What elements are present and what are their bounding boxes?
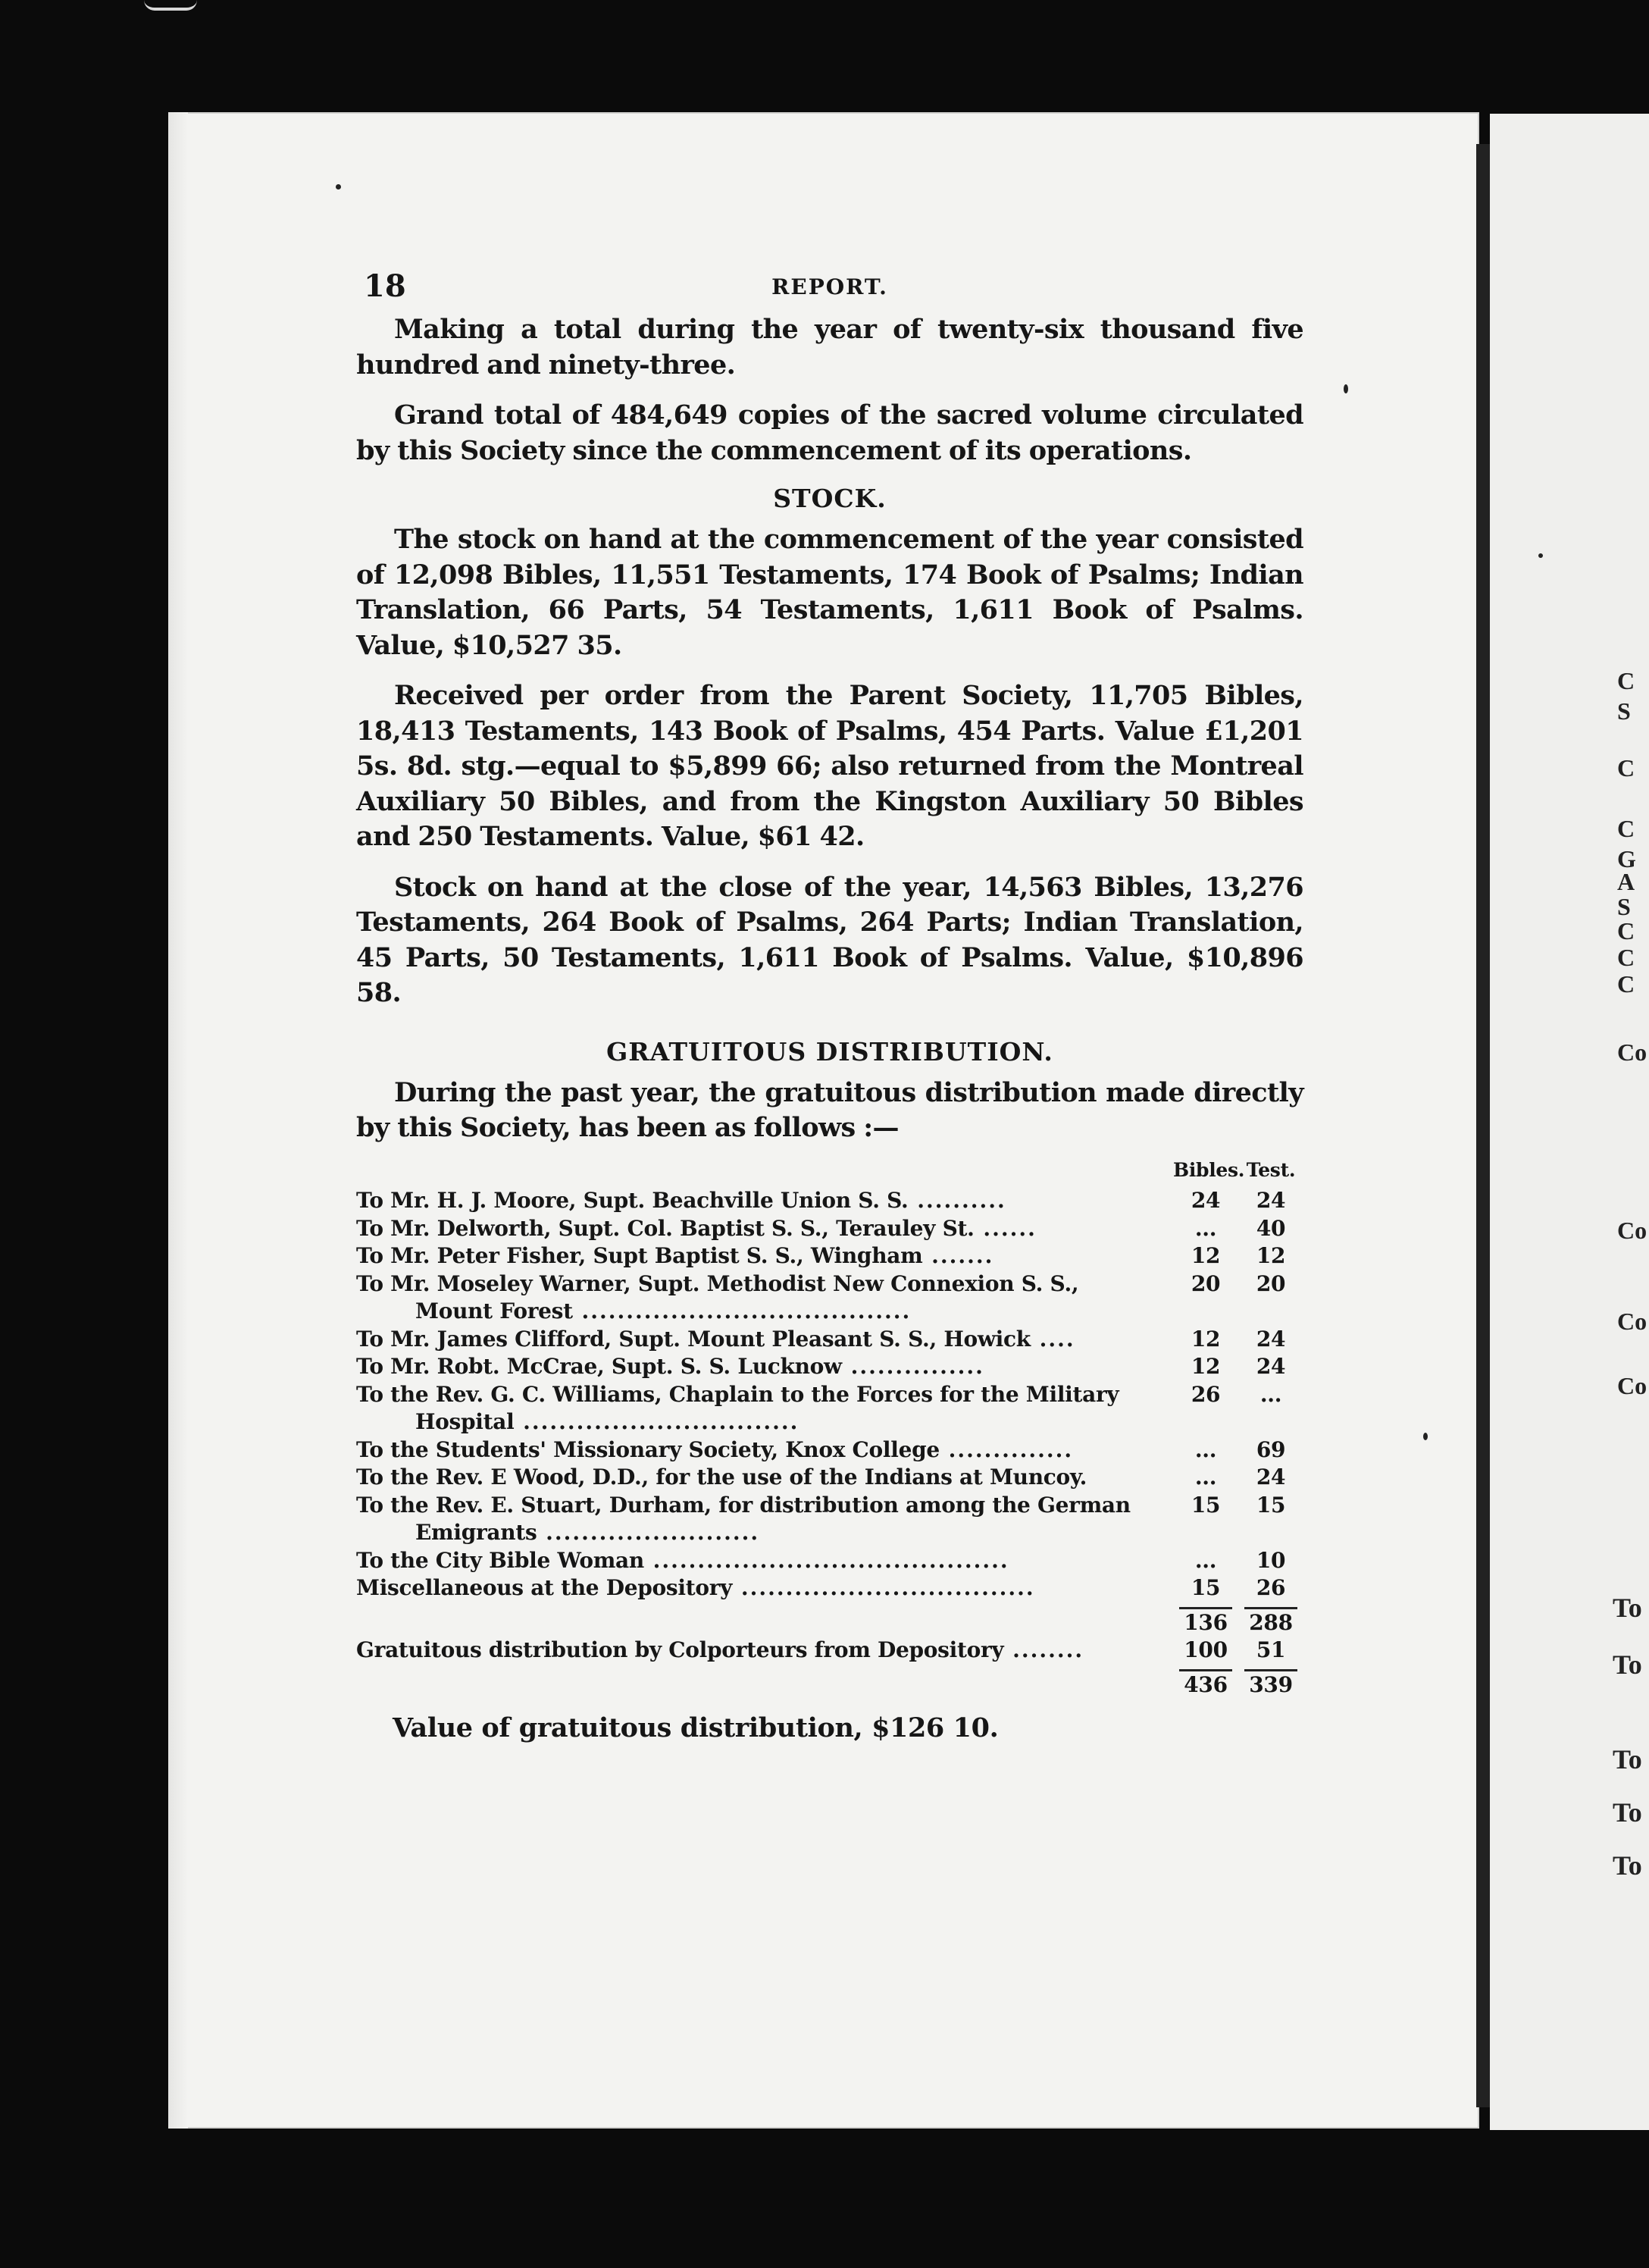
paragraph-stock-commencement: The stock on hand at the commencement of the year consisted of 12,098 Bibles, 11,551 Testaments, 174 Book of Psalms; Indian Translation, 66 Parts, 54 Testaments, 1,611 Book of Psalms. Value, $10,527 35. xyxy=(356,524,1303,661)
facing-page-fragment: C xyxy=(1617,970,1635,998)
row-bibles: 26 xyxy=(1191,1381,1221,1407)
facing-page-fragment: To xyxy=(1613,1797,1642,1828)
facing-page-fragment: C xyxy=(1617,815,1635,842)
row-test: 51 xyxy=(1256,1637,1286,1662)
row-bibles: 12 xyxy=(1191,1243,1221,1268)
table-row: To the Rev. E. Stuart, Durham, for distribution among the German Emigrants ........................ 15 15 xyxy=(356,1492,1303,1547)
subtotal-bibles: 136 xyxy=(1184,1609,1228,1635)
subtotal-test: 288 xyxy=(1249,1609,1293,1635)
row-description: To the Rev. G. C. Williams, Chaplain to the Forces for the Military Hospital xyxy=(356,1381,1119,1434)
table-row: To Mr. James Clifford, Supt. Mount Pleasant S. S., Howick .... 12 24 xyxy=(356,1326,1303,1354)
facing-page-fragment: To xyxy=(1613,1744,1642,1775)
distribution-table xyxy=(356,1157,1303,1699)
facing-page-fragment: G xyxy=(1617,845,1636,872)
column-header-bibles: Bibles. xyxy=(1173,1158,1245,1181)
table-row: To Mr. Delworth, Supt. Col. Baptist S. S., Terauley St. ...... ... 40 xyxy=(356,1215,1303,1243)
row-description: To Mr. Peter Fisher, Supt Baptist S. S., Wingham xyxy=(356,1243,923,1268)
total-bibles: 436 xyxy=(1184,1671,1228,1697)
row-test: 69 xyxy=(1256,1436,1286,1462)
row-bibles: 24 xyxy=(1191,1188,1221,1213)
table-row: To the Students' Missionary Society, Knox College .............. ... 69 xyxy=(356,1436,1303,1464)
heading-gratuitous-distribution: GRATUITOUS DISTRIBUTION. xyxy=(606,1036,1053,1067)
row-bibles: 12 xyxy=(1191,1354,1221,1379)
row-test: 10 xyxy=(1256,1547,1286,1573)
row-description: To Mr. James Clifford, Supt. Mount Pleasant S. S., Howick xyxy=(356,1326,1031,1352)
scan-speck xyxy=(1423,1433,1428,1440)
scan-speck xyxy=(336,184,341,190)
table-row: To the Rev. G. C. Williams, Chaplain to the Forces for the Military Hospital ............................... 26 ... xyxy=(356,1381,1303,1436)
facing-page-fragment: To xyxy=(1613,1593,1642,1623)
row-description: To Mr. Robt. McCrae, Supt. S. S. Lucknow xyxy=(356,1354,842,1379)
row-bibles: ... xyxy=(1194,1464,1217,1490)
row-bibles: 100 xyxy=(1184,1637,1228,1662)
scan-speck xyxy=(1538,553,1543,558)
colporteurs-row: Gratuitous distribution by Colporteurs from Depository ........ 100 51 xyxy=(356,1637,1303,1665)
row-test: 24 xyxy=(1256,1464,1286,1490)
facing-page-fragment: Co xyxy=(1617,1038,1647,1066)
paragraph-gratuitous-intro: During the past year, the gratuitous distribution made directly by this Society, has been as follows :— xyxy=(356,1076,1303,1143)
facing-page-fragment: C xyxy=(1617,944,1635,971)
heading-stock: STOCK. xyxy=(773,484,887,513)
facing-page-fragment: C xyxy=(1617,917,1635,944)
table-row: To Mr. Peter Fisher, Supt Baptist S. S., Wingham ....... 12 12 xyxy=(356,1242,1303,1270)
row-description: To the Students' Missionary Society, Knox College xyxy=(356,1436,940,1462)
facing-page-fragment: To xyxy=(1613,1850,1642,1881)
running-head: REPORT. xyxy=(771,274,888,299)
column-header-test: Test. xyxy=(1246,1158,1296,1181)
table-row xyxy=(356,1464,1303,1492)
row-description: To Mr. Moseley Warner, Supt. Methodist New Connexion S. S., Mount Forest xyxy=(356,1270,1079,1324)
row-test: 12 xyxy=(1256,1243,1286,1268)
scan-speck xyxy=(1344,384,1348,393)
row-description: To the City Bible Woman xyxy=(356,1547,644,1573)
table-row: To Mr. Robt. McCrae, Supt. S. S. Lucknow ............... 12 24 xyxy=(356,1353,1303,1381)
facing-page-fragment: S xyxy=(1617,893,1631,920)
row-bibles: 20 xyxy=(1191,1270,1221,1296)
row-test: 40 xyxy=(1256,1215,1286,1241)
row-test: 24 xyxy=(1256,1354,1286,1379)
row-bibles: ... xyxy=(1194,1436,1217,1462)
row-bibles: 15 xyxy=(1191,1575,1221,1600)
value-of-gratuitous-distribution: Value of gratuitous distribution, $126 10. xyxy=(393,1712,999,1743)
row-test: 24 xyxy=(1256,1326,1286,1352)
facing-page-fragment: C xyxy=(1617,754,1635,782)
row-description: To the Rev. E. Stuart, Durham, for distribution among the German Emigrants xyxy=(356,1492,1131,1545)
row-bibles: 15 xyxy=(1191,1492,1221,1518)
row-bibles: ... xyxy=(1194,1215,1217,1241)
row-bibles: ... xyxy=(1194,1547,1217,1573)
row-test: 20 xyxy=(1256,1270,1286,1296)
page-number: 18 xyxy=(364,268,406,304)
facing-page-fragment: Co xyxy=(1617,1308,1647,1335)
facing-page-fragment: A xyxy=(1617,868,1635,895)
table-row: To the City Bible Woman ........................................ ... 10 xyxy=(356,1547,1303,1575)
table-header-row xyxy=(356,1157,1303,1185)
paragraph-stock-close: Stock on hand at the close of the year, 14,563 Bibles, 13,276 Testaments, 264 Book of Psalms, 264 Parts; Indian Translation, 45 Parts, 50 Testaments, 1,611 Book of Psalms. Value, $10,896 58. xyxy=(356,871,1303,1008)
row-description: Miscellaneous at the Depository xyxy=(356,1575,733,1600)
facing-page-fragment: C xyxy=(1617,667,1635,694)
total-test: 339 xyxy=(1249,1671,1293,1697)
paragraph-total-year: Making a total during the year of twenty-six thousand five hundred and ninety-three. xyxy=(356,314,1303,381)
row-test: 15 xyxy=(1256,1492,1286,1518)
paragraph-grand-total: Grand total of 484,649 copies of the sacred volume circulated by this Society since the commencement of its operations. xyxy=(356,399,1303,466)
row-bibles: 12 xyxy=(1191,1326,1221,1352)
paragraph-received: Received per order from the Parent Society, 11,705 Bibles, 18,413 Testaments, 143 Book of Psalms, 454 Parts. Value £1,201 5s. 8d. stg.—equal to $5,899 66; also returned from the Montreal Auxiliary 50 Bibles, and from the Kingston Auxiliary 50 Bibles and 250 Testaments. Value, $61 42. xyxy=(356,680,1303,852)
scan-artifact xyxy=(144,0,197,11)
facing-page-fragment: Co xyxy=(1617,1217,1647,1244)
row-test: 26 xyxy=(1256,1575,1286,1600)
page-edge xyxy=(168,112,188,2129)
book-gutter xyxy=(1476,144,1490,2107)
row-test: ... xyxy=(1259,1381,1282,1407)
facing-page-fragment: S xyxy=(1617,697,1631,725)
row-description: Gratuitous distribution by Colporteurs from Depository xyxy=(356,1637,1004,1662)
page-header xyxy=(356,267,1303,312)
table-row: Miscellaneous at the Depository ................................. 15 26 xyxy=(356,1574,1303,1602)
row-description: To the Rev. E Wood, D.D., for the use of the Indians at Muncoy. xyxy=(356,1464,1087,1490)
facing-page-fragment: To xyxy=(1613,1649,1642,1680)
subtotal-row xyxy=(356,1609,1303,1637)
facing-page-fragment: Co xyxy=(1617,1372,1647,1399)
total-row xyxy=(356,1671,1303,1699)
table-row: To Mr. Moseley Warner, Supt. Methodist New Connexion S. S., Mount Forest ..................................... 20 20 xyxy=(356,1270,1303,1326)
row-description: To Mr. Delworth, Supt. Col. Baptist S. S., Terauley St. xyxy=(356,1215,975,1241)
row-description: To Mr. H. J. Moore, Supt. Beachville Union S. S. xyxy=(356,1188,909,1213)
page-content xyxy=(356,267,1303,1743)
row-test: 24 xyxy=(1256,1188,1286,1213)
table-row: To Mr. H. J. Moore, Supt. Beachville Union S. S. .......... 24 24 xyxy=(356,1187,1303,1215)
